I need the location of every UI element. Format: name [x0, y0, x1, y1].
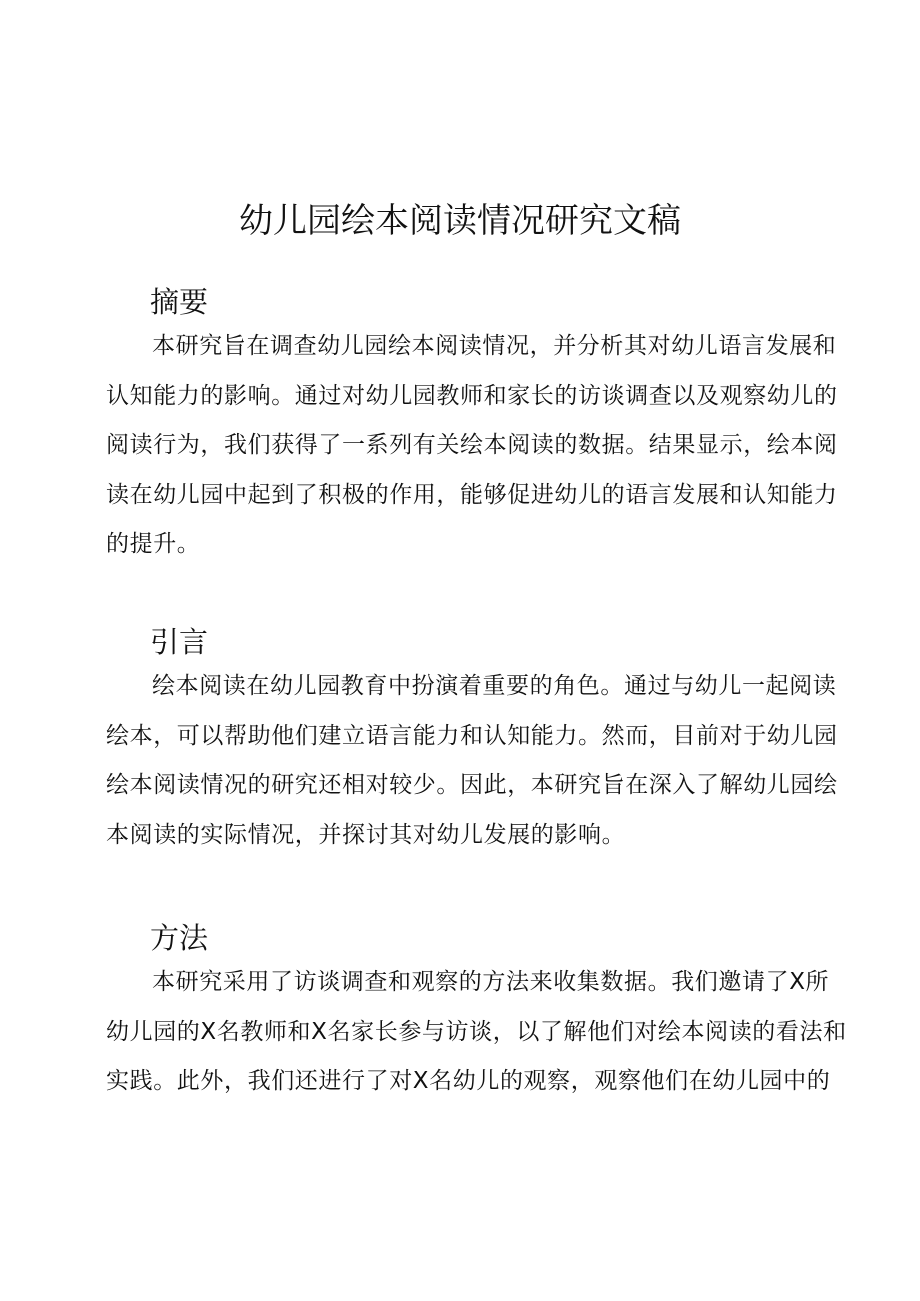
- body-line: 本研究旨在调查幼儿园绘本阅读情况，并分析其对幼儿语言发展和: [152, 333, 837, 359]
- body-line: 读在幼儿园中起到了积极的作用，能够促进幼儿的语言发展和认知能力: [106, 481, 838, 508]
- document-title: 幼儿园绘本阅读情况研究文稿: [239, 200, 681, 241]
- section-introduction: [106, 622, 838, 860]
- section-body-method: [106, 958, 847, 1107]
- body-line: 阅读行为，我们获得了一系列有关绘本阅读的数据。结果显示，绘本阅: [106, 432, 838, 458]
- body-line: 幼儿园的X名教师和X名家长参与访谈，以了解他们对绘本阅读的看法和: [106, 1018, 847, 1045]
- section-heading-introduction: 引言: [150, 625, 209, 659]
- section-method: [106, 918, 847, 1107]
- section-body-introduction: [106, 662, 838, 860]
- body-line: 绘本阅读情况的研究还相对较少。因此，本研究旨在深入了解幼儿园绘: [106, 772, 838, 798]
- body-line: 实践。此外，我们还进行了对X名幼儿的观察，观察他们在幼儿园中的: [106, 1068, 831, 1094]
- body-line: 绘本阅读在幼儿园教育中扮演着重要的角色。通过与幼儿一起阅读: [152, 673, 837, 699]
- body-line: 本研究采用了访谈调查和观察的方法来收集数据。我们邀请了X所: [152, 969, 830, 995]
- body-line: 认知能力的影响。通过对幼儿园教师和家长的访谈调查以及观察幼儿的: [106, 382, 838, 409]
- body-line: 绘本，可以帮助他们建立语言能力和认知能力。然而，目前对于幼儿园: [106, 722, 838, 749]
- section-body-abstract: [106, 322, 838, 570]
- section-heading-method: 方法: [150, 921, 209, 955]
- body-line: 本阅读的实际情况，并探讨其对幼儿发展的影响。: [106, 821, 626, 848]
- section-abstract: [106, 282, 838, 570]
- body-line: 的提升。: [106, 531, 201, 557]
- section-heading-abstract: 摘要: [150, 285, 209, 319]
